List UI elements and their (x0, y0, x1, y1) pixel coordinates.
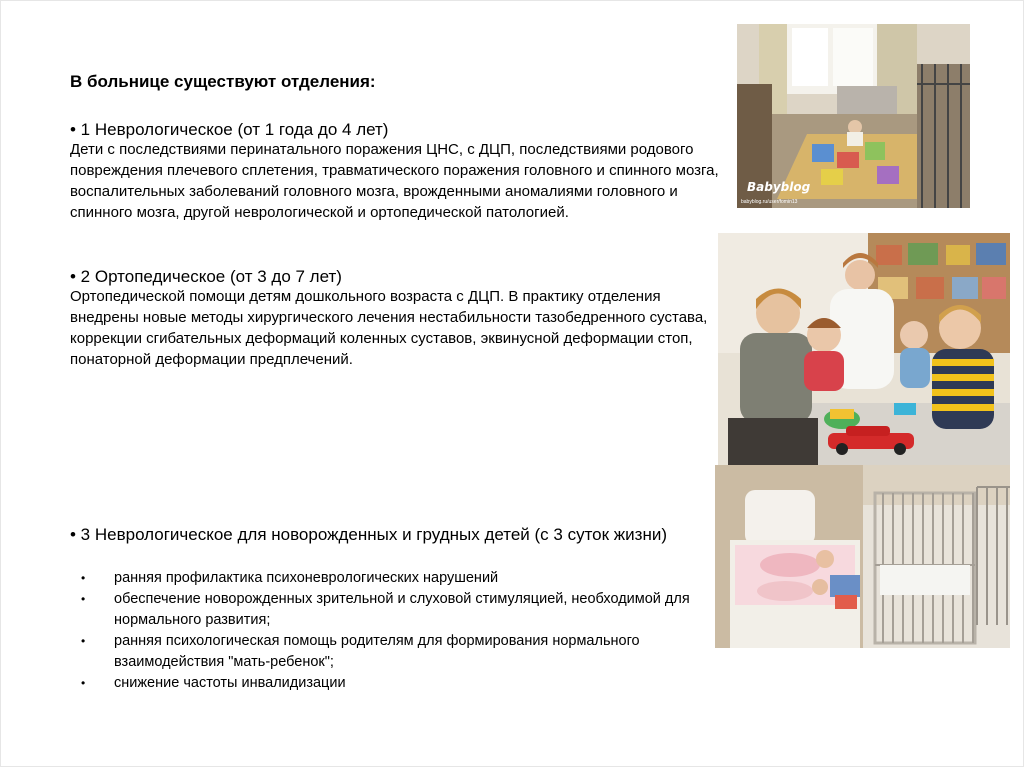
section-2-heading: • 2 Ортопедическое (от 3 до 7 лет) (70, 267, 342, 286)
list-item (81, 631, 721, 673)
photo-babies-cribs (715, 465, 1010, 648)
section-3-heading: • 3 Неврологическое для новорожденных и грудных детей (с 3 суток жизни) (70, 525, 668, 544)
list-item (81, 568, 721, 589)
list-item (81, 589, 721, 631)
children-playing-image (718, 233, 1010, 465)
ward-playroom-image (737, 24, 970, 208)
photo-children-playing (718, 233, 1010, 465)
list-item-text: снижение частоты инвалидизации (114, 675, 346, 691)
section-1-body: Дети с последствиями перинатального поражения ЦНС, с ДЦП, последствиями родового повреждения плечевого сплетения, травматического поражения головного и спинного мозга, воспалительных заболеваний головного мозга, врожденными аномалиями головного и спинного мозга, другой неврологической и ортопедической патологией. (70, 141, 719, 221)
section-3-bullet-list (81, 568, 721, 694)
list-item-text: ранняя психологическая помощь родителям для формирования нормального взаимодействия "мать-ребенок"; (114, 633, 640, 670)
bullet-icon: • (81, 571, 86, 585)
bullet-icon: • (81, 676, 86, 690)
photo-ward-playroom (737, 24, 970, 208)
list-item-text: обеспечение новорожденных зрительной и слуховой стимуляцией, необходимой для нормального развития; (114, 591, 690, 628)
section-1-heading: • 1 Неврологическое (от 1 года до 4 лет) (70, 120, 389, 139)
bullet-icon: • (81, 592, 86, 606)
list-item (81, 673, 721, 694)
section-2-body: Ортопедической помощи детям дошкольного возраста с ДЦП. В практику отделения внедрены новые методы хирургического лечения нестабильности тазобедренного сустава, коррекции сгибательных деформаций коленных суставов, эквинусной деформации стоп, понаторной деформации предплечений. (70, 288, 708, 368)
page-title: В больнице существуют отделения: (70, 72, 376, 91)
babies-cribs-image (715, 465, 1010, 648)
watermark-logo: Babyblog (747, 180, 811, 194)
list-item-text: ранняя профилактика психоневрологических нарушений (114, 570, 499, 586)
watermark-caption: babyblog.ru/user/fomin13 (741, 199, 798, 205)
bullet-icon: • (81, 634, 86, 648)
